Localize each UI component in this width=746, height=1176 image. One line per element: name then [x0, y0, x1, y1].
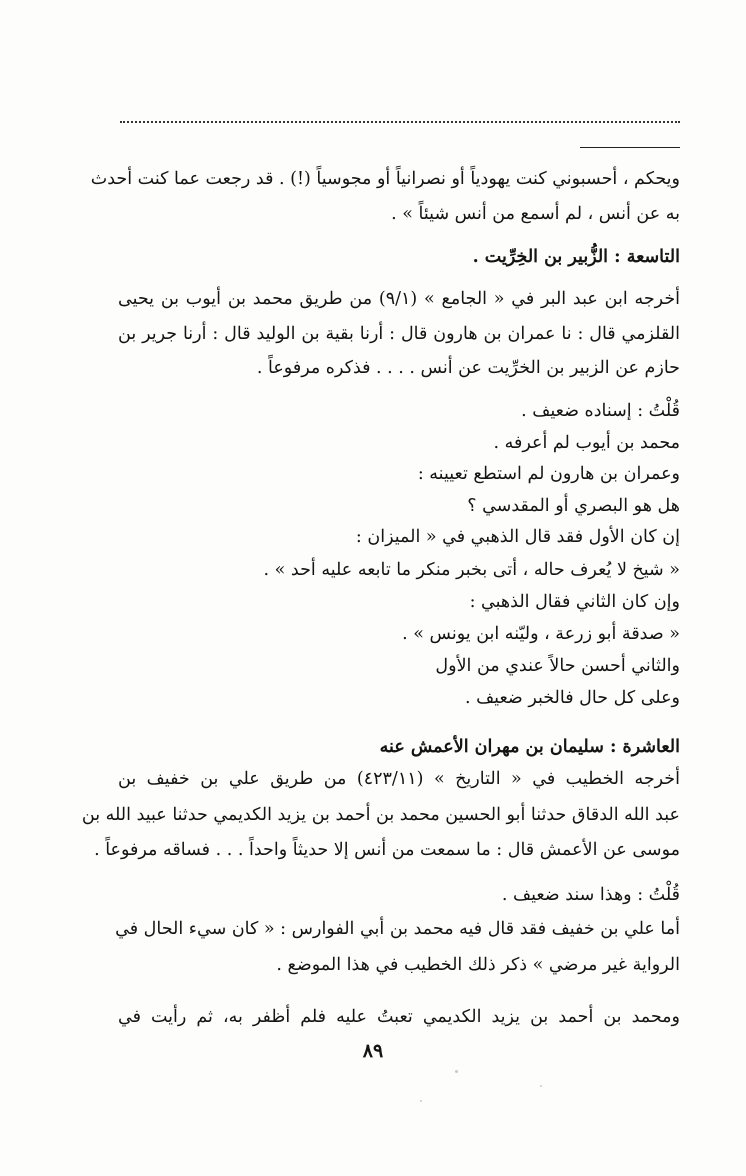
scan-speck	[540, 1085, 542, 1087]
text-line: قُلْتُ : وهذا سند ضعيف .	[501, 885, 680, 905]
text-line: الرواية غير مرضي » ذكر ذلك الخطيب في هذا الموضع .	[276, 955, 680, 975]
page-number: ٨٩	[362, 1040, 384, 1062]
text-line: والثاني أحسن حالاً عندي من الأول	[435, 656, 680, 676]
footnote-rule	[580, 147, 680, 148]
text-line: عبد الله الدقاق حدثنا أبو الحسين محمد بن أحمد بن يزيد الكديمي حدثنا عبيد الله بن	[81, 805, 680, 825]
scan-speck	[455, 1070, 458, 1073]
text-line: وإن كان الثاني فقال الذهبي :	[469, 592, 680, 612]
text-line: أما علي بن خفيف فقد قال فيه محمد بن أبي الفوارس : « كان سيء الحال في	[115, 919, 680, 939]
text-line: هل هو البصري أو المقدسي ؟	[467, 496, 680, 516]
dotted-separator	[120, 121, 680, 123]
text-line: وعلى كل حال فالخبر ضعيف .	[464, 688, 680, 708]
text-line: محمد بن أيوب لم أعرفه .	[493, 433, 680, 453]
text-line: القلزمي قال : نا عمران بن هارون قال : أرنا بقية بن الوليد قال : أرنا جرير بن	[118, 324, 680, 344]
text-line: ويحكم ، أحسبوني كنت يهودياً أو نصرانياً أو مجوسياً (!) . قد رجعت عما كنت أحدث	[90, 169, 680, 189]
text-line: « شيخ لا يُعرف حاله ، أتى بخبر منكر ما تابعه عليه أحد » .	[263, 560, 680, 580]
text-line: موسى عن الأعمش قال : ما سمعت من أنس إلا حديثاً واحداً . . . فساقه مرفوعاً .	[94, 840, 680, 860]
text-line: حازم عن الزبير بن الخرِّيت عن أنس . . . . فذكره مرفوعاً .	[256, 358, 680, 378]
text-line: وعمران بن هارون لم استطع تعيينه :	[417, 464, 680, 484]
section-heading: التاسعة : الزُّبير بن الخِرِّيت .	[472, 247, 680, 267]
text-line: « صدقة أبو زرعة ، وليّنه ابن يونس » .	[402, 624, 680, 644]
text-line: قُلْتُ : إسناده ضعيف .	[521, 401, 680, 421]
text-line: أخرجه ابن عبد البر في « الجامع » (٩/١) من طريق محمد بن أيوب بن يحيى	[118, 289, 680, 309]
section-heading: العاشرة : سليمان بن مهران الأعمش عنه	[379, 737, 680, 757]
text-line: ومحمد بن أحمد بن يزيد الكديمي تعبتُ عليه فلم أظفر به، ثم رأيت في	[118, 1007, 680, 1027]
scan-speck	[420, 1100, 422, 1102]
text-line: إن كان الأول فقد قال الذهبي في « الميزان :	[355, 527, 680, 547]
text-line: به عن أنس ، لم أسمع من أنس شيئاً » .	[391, 204, 680, 224]
text-line: أخرجه الخطيب في « التاريخ » (٤٢٣/١١) من طريق علي بن خفيف بن	[118, 769, 680, 789]
